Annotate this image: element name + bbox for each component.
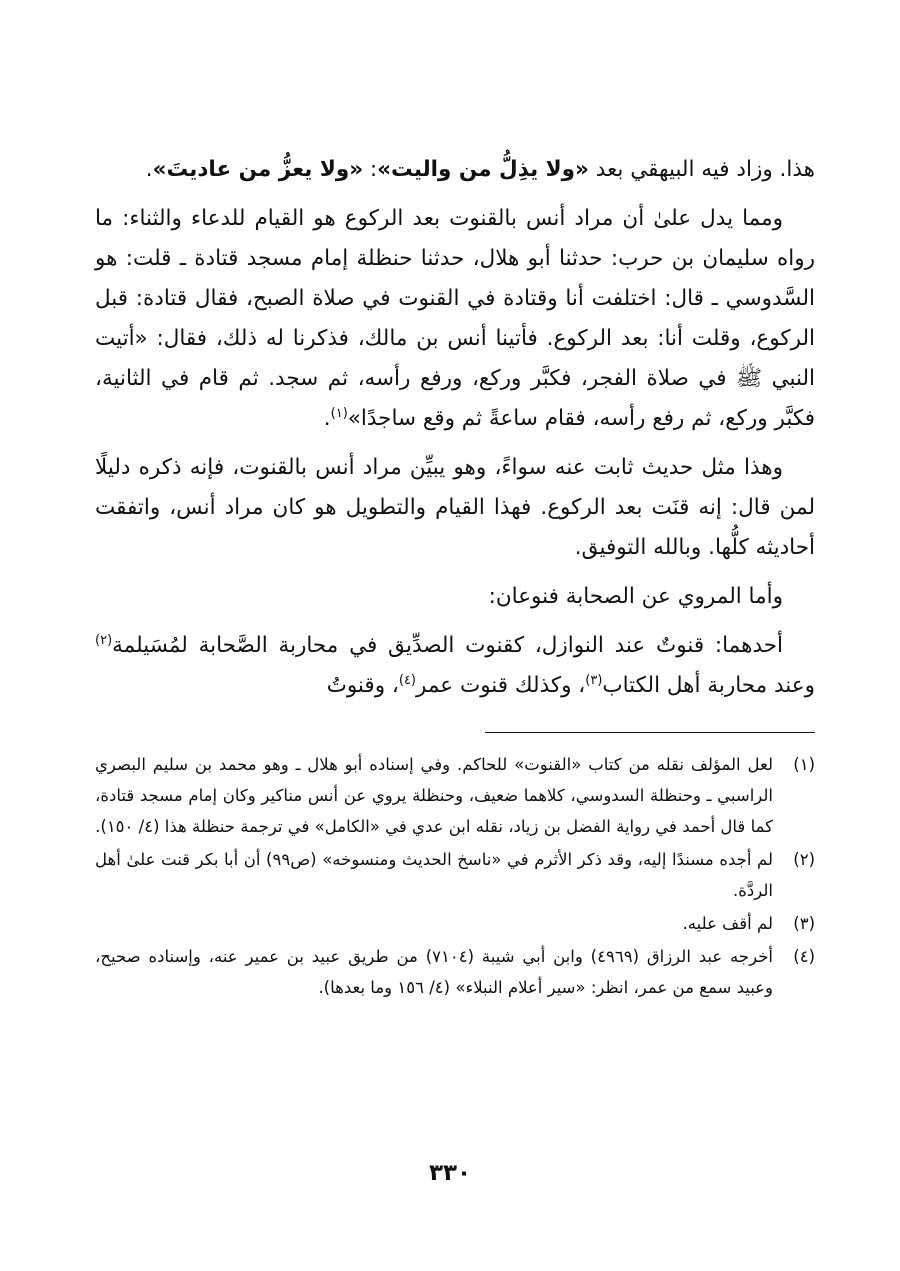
footnote-4 xyxy=(95,941,815,1003)
paragraph-5 xyxy=(95,626,815,706)
page-number: ٣٣٠ xyxy=(428,1160,472,1186)
footnote-text: لم أقف عليه. xyxy=(682,914,773,933)
footnote-text: أخرجه عبد الرزاق (٤٩٦٩) وابن أبي شيبة (٧١٠٤) من طريق عبيد بن عمير عنه، وإسناده صحيح، وعبيد سمع من عمر، انظر: «سير أعلام النبلاء» (٤/ ١٥٦ وما بعدها). xyxy=(95,947,773,997)
p1-text: هذا. وزاد فيه البيهقي بعد xyxy=(588,157,815,182)
paragraph-2 xyxy=(95,199,815,439)
footnote-3 xyxy=(95,908,815,939)
footnote-number: (٤) xyxy=(793,947,815,966)
footnote-2 xyxy=(95,844,815,906)
footnote-divider xyxy=(485,732,815,733)
footnote-text: لم أجده مسندًا إليه، وقد ذكر الأثرم في «ناسخ الحديث ومنسوخه» (ص٩٩) أن أبا بكر قنت علىٰ أهل الردَّة. xyxy=(95,850,774,900)
footnote-number: (٣) xyxy=(793,914,815,933)
p1-colon: : xyxy=(363,157,378,182)
footnote-number: (١) xyxy=(793,755,815,774)
p5-text-1: أحدهما: قنوتٌ عند النوازل، كقنوت الصدِّيق في محاربة الصَّحابة لمُسَيلمة xyxy=(112,633,783,658)
paragraph-1 xyxy=(95,150,815,190)
p2-end: . xyxy=(323,406,331,431)
p5-text-2: وعند محاربة أهل الكتاب xyxy=(602,673,815,698)
footnote-text: لعل المؤلف نقله من كتاب «القنوت» للحاكم. وفي إسناده أبو هلال ـ وهو محمد بن سليم البصري الراسبي ـ وحنظلة السدوسي، كلاهما ضعيف، وحنظلة يروي عن أنس مناكير وكان إمام مسجد قتادة، كما قال أحمد في رواية الفضل بن زياد، نقله ابن عدي في «الكامل» في ترجمة حنظلة هذا (٤/ ١٥٠). xyxy=(95,755,773,836)
p5-text-3: ، وكذلك قنوت عمر xyxy=(416,673,586,698)
p1-period: . xyxy=(145,157,153,182)
footnote-ref-1: (١) xyxy=(330,405,348,421)
footnote-ref-3: (٣) xyxy=(585,672,603,688)
paragraph-4: وأما المروي عن الصحابة فنوعان: xyxy=(488,584,783,609)
p1-quote-2: «ولا يعزُّ من عاديتَ» xyxy=(152,157,364,182)
footnote-ref-2: (٢) xyxy=(95,632,113,648)
p2-text: ومما يدل علىٰ أن مراد أنس بالقنوت بعد الركوع هو القيام للدعاء والثناء: ما رواه سليمان بن حرب: حدثنا أبو هلال، حدثنا حنظلة إمام مسجد قتادة ـ قلت: هو السَّدوسي ـ قال: اختلفت أنا وقتادة في القنوت في صلاة الصبح، فقال قتادة: قبل الركوع، وقلت أنا: بعد الركوع. فأتينا أنس بن مالك، فذكرنا له ذلك، فقال: «أتيت النبي ﷺ في صلاة الفجر، فكبَّر وركع، ورفع رأسه، ثم سجد. ثم قام في الثانية، فكبَّر وركع، ثم رفع رأسه، فقام ساعةً ثم وقع ساجدًا» xyxy=(95,206,815,431)
paragraph-3: وهذا مثل حديث ثابت عنه سواءً، وهو يبيِّن مراد أنس بالقنوت، فإنه ذكره دليلًا لمن قال: إنه قنَت بعد الركوع. فهذا القيام والتطويل هو كان مراد أنس، واتفقت أحاديثه كلُّها. وبالله التوفيق. xyxy=(95,455,815,560)
p5-text-4: ، وقنوتُ xyxy=(326,673,399,698)
footnote-ref-4: (٤) xyxy=(398,672,416,688)
p1-quote-1: «ولا يذِلُّ من واليت» xyxy=(377,157,589,182)
footnote-number: (٢) xyxy=(793,850,815,869)
footnote-1 xyxy=(95,749,815,842)
main-text xyxy=(95,150,815,706)
footnotes xyxy=(95,749,815,1003)
